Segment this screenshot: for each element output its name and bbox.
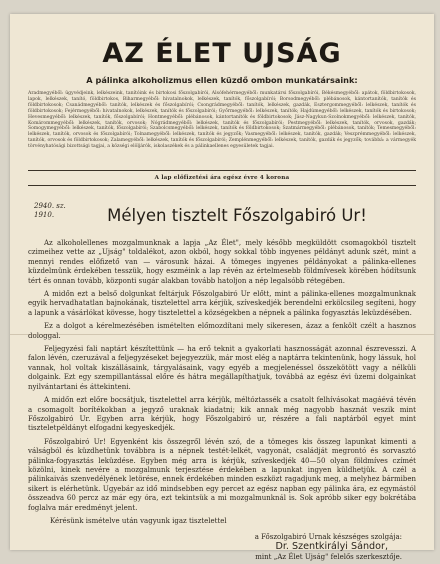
- signature-block: [28, 532, 416, 562]
- reference-year: 1910.: [34, 211, 55, 219]
- reference-number: [34, 202, 66, 220]
- reference-number-value: 2940. sz.: [34, 202, 66, 210]
- closing-line: Kérésünk ismételve után vagyunk igaz tisztelettel: [50, 516, 227, 525]
- signature-preamble: a Főszolgabiró Urnak készséges szolgája:: [254, 533, 402, 542]
- contributor-list: Aradmegyéből: ügyvédjeink, lelkészeink, tanítóink és birtokosi főszolgabírói, Alsófehérmegyéből: munkatársi főszolgabírói, Békésmegyéből: apátok, földbirtokosok, lapok, lelkészek, tanító, földbirtokos, Biharmegyéből: hivatalnokok, lelkészek, tanítók, főszolgabírói; Borsodmegyéből: plébánosok, kántortanítók, tanítók és földbirtokosok; Csanádmegyéből: tanítók, lelkészek és főszolgabírói; Csongrádmegyéből: tanítók, lelkészek, gazdák, Esztergommegyéből: lelkészek, tanítók és földbirtokosok; Fejérmegyéből: hivatalnokok, lelkészek, tanítók és főszolgabírói; Győrmegyéből: lelkészek, tanítók; Hajdúmegyéből: lelkészek, tanítók és birtokosok; Hevesmegyéből: lelkészek, tanítók, főszolgabírói; Hontmegyéből: plébánosok, kántortanítók és földbirtokosok; Jász-Nagykun-Szolnokmegyéből: lelkészek, tanítók, Komárommegyéből: lelkészek, tanítók, orvosok; Nógrádmegyéből: lelkészek, tanítók és főszolgabírói; Pestmegyéből: lelkészek, tanítók, orvosok, gazdák; Somogymegyéből: lelkészek, tanítók, főszolgabírói; Szabolcsmegyéből: lelkészek, tanítók és földbirtokosok; Szatmármegyéből: plébánosok, tanítók; Temesmegyéből: lelkészek, tanítók, orvosok és főszolgabírói; Tolnamegyéből: lelkészek, tanítók és jegyzők; Vasmegyéből: lelkészek, tanítók, gazdák; Veszprémmegyéből: lelkészek, tanítók, orvosok és földbirtokosok; Zalamegyéből: lelkészek, tanítók és főszolgabírói; Zemplénmegyéből: lelkészek, tanítók, gazdák és jegyzők; továbbá: a vármegyék törvényhatósági bizottsági tagjai, a községi elöljárók, iskolaszékek és a pálinkaellenes egyesületek tagjai.: [28, 91, 416, 150]
- paragraph: Főszolgabiró Ur! Egyenként kis összegről lévén szó, de a tömeges kis összeg lapunkat kimenti a válságból és küzdhetünk továbbra is a népnek testét-lelkét, vagyonát, családját megrontó és sorvasztó pálinka-fogyasztás leküzdése. Egyben még arra is kérjük, szíveskedjék 40—50 olyan földmíves czímét közölni, kinek nevére a mozgalmunk terjesztése érdekében a lapunkat ingyen küldhetjük. A czél a pálinkaivás szenvedélyének letörése, ennek érdekében minden eszközt ragadjunk meg, a melyhez bármiben sikert is elérhetünk. Ugyebár az idő mindsebben egy percet az egész napban egy pálinka ára, ez egymástól összeadva 60 percz az már egy óra, ezt tekintsük a mi mozgalmunknál is. Sok apróbb siker egy bokrétába foglalva már eredményt jelent.: [28, 437, 416, 512]
- masthead-title: AZ ÉLET UJSÁG: [102, 38, 342, 69]
- paragraph: A midőn ezt a belső dolgunkat feltárjuk Főszolgabiró Ur előtt, mint a pálinka-ellenes mozgalmunknak egyik hervadhatatlan bajnokának, tisztelettel arra kérjük, szíveskedjék berendelni erkölcsileg segíteni, hogy a lapunk a vásárlókat kövesse, hogy tisztelettel a községekben a népnek a pálinka fogyasztás leküzdésében.: [28, 290, 416, 317]
- paragraph: A midőn ezt előre bocsátjuk, tisztelettel arra kérjük, méltóztassék a csatolt felhívásokat magáévá tévén a csomagolt borítékokban a jegyző uraknak kiadatni; kik annak még nagyobb hasznát veszik mint Főszolgabiró Ur. Egyben arra kérjük, hogy Főszolgabiró ur, részére a fali naptárból egyet mint tiszteletpéldányt elfogadni kegyeskedjék.: [28, 396, 416, 433]
- paper-crease: [10, 334, 434, 335]
- paragraph: Feljegyzési fali naptárt készítettünk — ha erő teknit a gyakorlati hasznosságát azonnal észrevesszi. A falon lévén, czeruzával a feljegyzéseket bejegyezzük, már most elég a naptárra tekintenünk, hogy lássuk, hol vannak, hol voltak kiszállásaink, tárgyalásaink, vagy egyéb a megjelenéssel összekötött vagy a nélküli dolgaink. Ezt egy szempillantással előre és hátra megállapíthatjuk, továbbá az egész évi üzemi dolgainkat nyilvántartani és áttekinteni.: [28, 345, 416, 391]
- document-sheet: [10, 14, 434, 562]
- paragraph: Ez a dolgot a kérelmezésében ismételten előmozdítani mely sikeresen, ázaz a fenkölt czélt a hasznos dologgal.: [28, 322, 416, 340]
- paragraph: Az alkoholellenes mozgalmunknak a lapja „Az Élet", mely később megküldött csomagokból tisztelt czimeihez vette az „Ujság" toldalékot, azon okból, hogy sokkal több ingyenes példányt adunk szét, mint a mennyi rendes előfizető van — városunk házai. A tömeges ingyenes példányokat a pálinka-ellenes küzdelmünk érdekében tesszük, hogy eszméink a lap révén az értelmesebb földmívesek körében hódítsunk tért és onnan tovább, központi sugár alakban tovább hatoljon a nép legalsóbb rétegében.: [28, 239, 416, 285]
- divider: [28, 185, 416, 186]
- masthead-subhead: A pálinka alkoholizmus ellen küzdő ombon munkatársaink:: [86, 75, 358, 85]
- signature-name: Dr. Szentkirályi Sándor,: [275, 541, 388, 553]
- divider: [28, 170, 416, 171]
- signature-role: mint „Az Élet Ujság" felelős szerkesztője.: [255, 553, 402, 562]
- letter-body: [28, 239, 416, 526]
- salutation: Mélyen tisztelt Főszolgabiró Ur!: [107, 206, 367, 225]
- subscription-price: A lap előfizetési ára egész évre 4 korona: [154, 175, 290, 181]
